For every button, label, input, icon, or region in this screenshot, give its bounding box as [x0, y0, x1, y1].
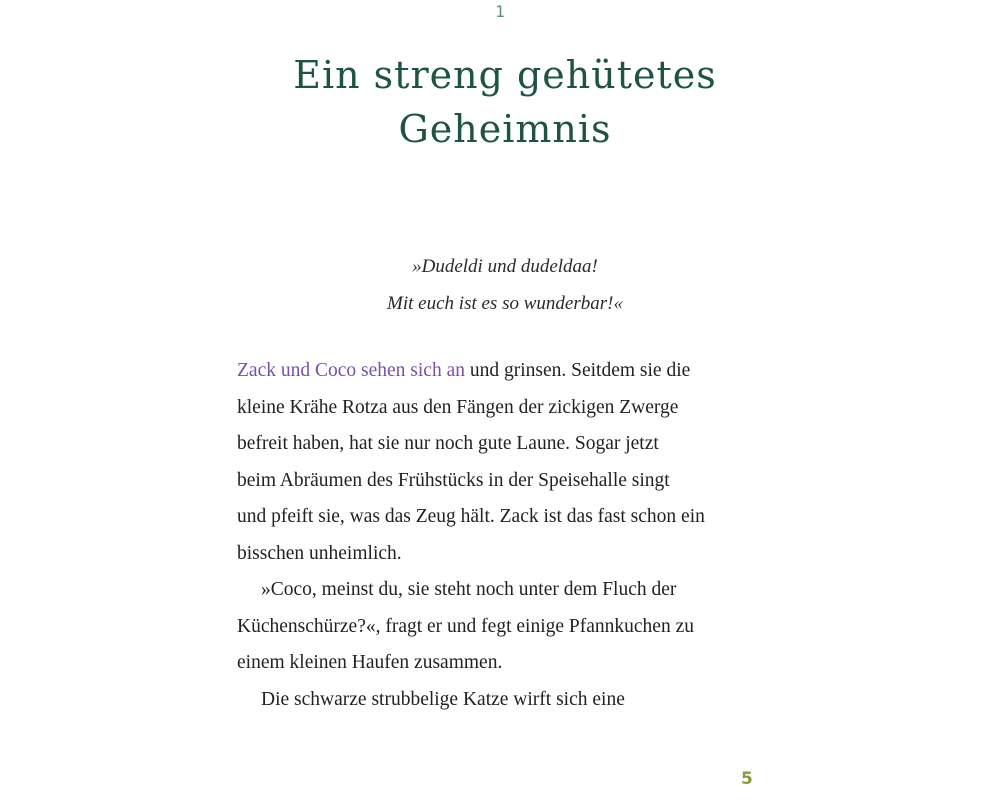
body-line-2: kleine Krähe Rotza aus den Fängen der zickigen Zwerge: [237, 396, 679, 418]
body-line-5: und pfeift sie, was das Zeug hält. Zack ist das fast schon ein: [237, 506, 705, 527]
body-line-3: befreit haben, hat sie nur noch gute Laune. Sogar jetzt: [237, 433, 659, 454]
page-number: 5: [741, 769, 753, 789]
chapter-title: [200, 48, 810, 156]
body-line-10: Die schwarze strubbelige Katze wirft sich eine: [261, 688, 625, 710]
body-line-4: beim Abräumen des Frühstücks in der Speisehalle singt: [237, 469, 670, 491]
chapter-title-line-1: Ein streng gehütetes: [293, 53, 717, 97]
body-line-9: einem kleinen Haufen zusammen.: [237, 652, 503, 673]
chapter-title-line-2: Geheimnis: [398, 107, 612, 151]
body-line-1-rest: und grinsen. Seitdem sie die: [464, 360, 691, 381]
highlighted-text: Zack und Coco sehen sich an: [237, 360, 465, 381]
body-line-6: bisschen unheimlich.: [237, 542, 402, 564]
body-line-7: »Coco, meinst du, sie steht noch unter dem Fluch der: [261, 579, 677, 600]
chapter-number: 1: [495, 2, 505, 21]
body-line-1: [237, 353, 797, 390]
epigraph-line-1: »Dudeldi und dudeldaa!: [412, 256, 598, 277]
epigraph-line-2: Mit euch ist es so wunderbar!«: [387, 293, 623, 314]
epigraph: [200, 248, 810, 322]
body-line-8: Küchenschürze?«, fragt er und fegt einige Pfannkuchen zu: [237, 615, 694, 637]
body-text: [237, 353, 797, 718]
